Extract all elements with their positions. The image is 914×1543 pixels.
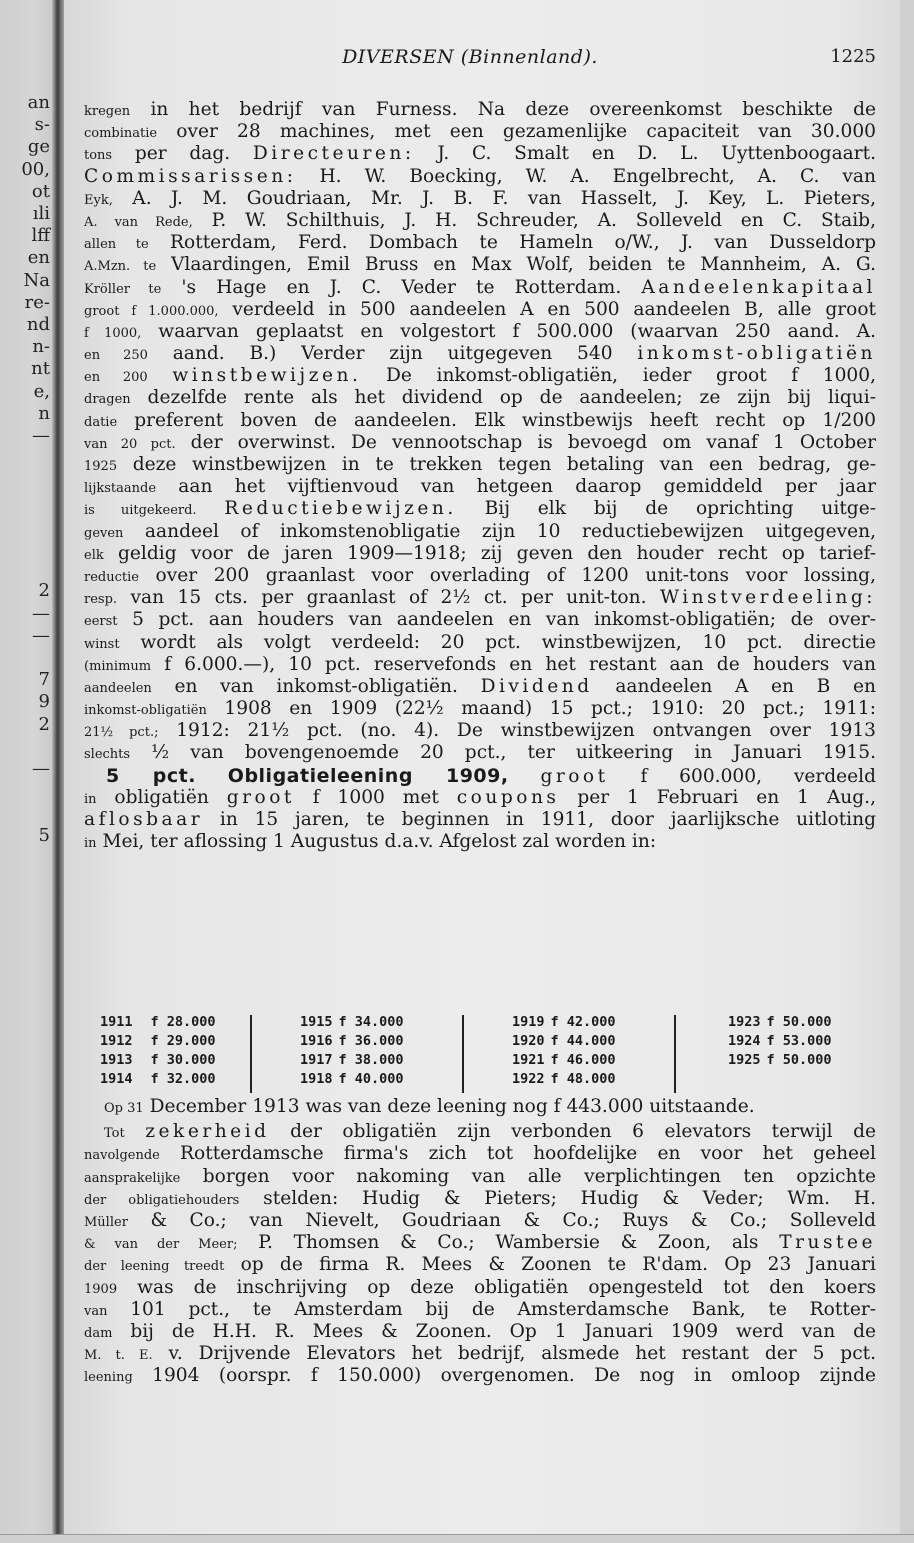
schedule-row bbox=[100, 1070, 216, 1089]
text-line bbox=[84, 787, 876, 809]
column-divider bbox=[674, 1015, 676, 1093]
text-line bbox=[84, 1276, 876, 1298]
schedule-row bbox=[100, 1032, 216, 1051]
margin-fragment: en bbox=[27, 247, 50, 269]
text-segment bbox=[148, 365, 173, 386]
schedule-amount: f 50.000 bbox=[766, 1052, 832, 1068]
text-segment: December 1913 was van deze leening nog f 443.000 uitstaande. bbox=[143, 1096, 755, 1117]
schedule-amount: f 42.000 bbox=[550, 1014, 616, 1030]
spaced-keyword: Dividend bbox=[480, 675, 593, 697]
text-line bbox=[84, 254, 876, 276]
text-segment bbox=[125, 1121, 146, 1142]
line-lead-in: winst bbox=[84, 636, 120, 652]
text-line bbox=[84, 454, 876, 476]
spaced-keyword: zekerheid bbox=[145, 1121, 270, 1143]
line-lead-in: lijkstaande bbox=[84, 481, 157, 497]
line-lead-in: Kröller te bbox=[84, 281, 162, 297]
schedule-amount: f 38.000 bbox=[338, 1052, 404, 1068]
text-line bbox=[84, 277, 876, 299]
margin-fragment: 00, bbox=[21, 158, 50, 180]
text-segment: A. J. M. Goudriaan, Mr. J. B. F. van Hasselt, J. Key, L. Pieters, bbox=[112, 187, 876, 209]
text-line bbox=[84, 1298, 876, 1320]
text-segment: in 15 jaren, te beginnen in 1911, door jaarlijksche uitloting bbox=[203, 809, 876, 830]
text-line bbox=[84, 432, 876, 454]
spaced-keyword: Trustee bbox=[779, 1232, 876, 1254]
text-line bbox=[84, 188, 876, 210]
line-lead-in: aansprakelijke bbox=[84, 1170, 181, 1186]
text-line bbox=[84, 698, 876, 720]
line-lead-in: 1925 bbox=[84, 459, 118, 474]
spaced-keyword: groot bbox=[540, 765, 609, 787]
schedule-amount: f 29.000 bbox=[150, 1033, 216, 1049]
text-segment: over 28 machines, met een gezamenlijke capaciteit van 30.000 bbox=[157, 121, 876, 143]
schedule-year: 1918 bbox=[300, 1071, 333, 1087]
text-line bbox=[84, 1231, 876, 1253]
line-lead-in: dam bbox=[84, 1325, 113, 1341]
text-segment: f 1000 met bbox=[294, 786, 457, 808]
line-lead-in: in bbox=[84, 791, 97, 807]
schedule-row bbox=[300, 1051, 404, 1070]
line-lead-in: A. van Rede, bbox=[84, 214, 193, 230]
margin-fragment: Na bbox=[23, 269, 50, 291]
text-line bbox=[84, 1095, 876, 1117]
schedule-row bbox=[300, 1032, 404, 1051]
text-segment: H. W. Boecking, W. A. Engelbrecht, A. C. van bbox=[296, 165, 876, 187]
spaced-keyword: Commissarissen: bbox=[84, 165, 297, 187]
text-line bbox=[84, 587, 876, 609]
spaced-keyword: Directeuren: bbox=[252, 143, 415, 165]
line-lead-in: 21½ pct.; bbox=[84, 725, 159, 741]
schedule-row bbox=[512, 1013, 616, 1032]
margin-fragment: 7 bbox=[38, 669, 50, 691]
text-line bbox=[84, 1320, 876, 1342]
text-line bbox=[84, 1209, 876, 1231]
margin-fragment: nd bbox=[26, 314, 50, 335]
text-segment: 1908 en 1909 (22½ maand) 15 pct.; 1910: 20 pct.; 1911: bbox=[206, 698, 876, 720]
line-lead-in: Müller bbox=[84, 1214, 128, 1230]
schedule-year: 1912 bbox=[100, 1033, 133, 1049]
text-segment: deze winstbewijzen in te trekken tegen betaling van een bedrag, ge- bbox=[117, 454, 876, 475]
schedule-row bbox=[728, 1032, 832, 1051]
schedule-column bbox=[512, 1013, 616, 1089]
schedule-column bbox=[100, 1013, 216, 1089]
margin-fragment: ot bbox=[31, 180, 50, 202]
margin-fragment: — bbox=[32, 624, 50, 646]
line-lead-in: navolgende bbox=[84, 1148, 160, 1164]
margin-fragment: 5 bbox=[38, 824, 50, 846]
line-lead-in: der leening treedt bbox=[84, 1259, 225, 1275]
margin-fragment: re- bbox=[24, 291, 50, 313]
text-segment: v. Drijvende Elevators het bedrijf, alsmede het restant der 5 pct. bbox=[152, 1343, 876, 1365]
loan-rate: 5 pct. bbox=[106, 764, 196, 787]
margin-fragment: — bbox=[32, 602, 50, 624]
line-lead-in: Eyk, bbox=[84, 192, 113, 208]
page-edge bbox=[900, 0, 914, 1543]
text-segment: per dag. bbox=[112, 143, 253, 165]
text-line bbox=[84, 321, 876, 343]
schedule-amount: f 53.000 bbox=[766, 1033, 832, 1049]
line-lead-in: datie bbox=[84, 414, 118, 430]
margin-fragment: n- bbox=[32, 336, 50, 358]
text-segment: stelden: Hudig & Pieters; Hudig & Veder; Wm. H. bbox=[239, 1187, 876, 1209]
schedule-year: 1920 bbox=[512, 1033, 545, 1049]
schedule-row bbox=[512, 1051, 616, 1070]
schedule-amount: f 50.000 bbox=[766, 1014, 832, 1030]
margin-fragment: s- bbox=[34, 114, 50, 136]
margin-fragment: ge bbox=[27, 136, 50, 158]
page-bottom-edge bbox=[0, 1534, 914, 1543]
text-line bbox=[84, 343, 876, 365]
line-lead-in: eerst bbox=[84, 614, 118, 630]
line-lead-in: kregen bbox=[84, 104, 131, 119]
text-segment: aand. B.) Verder zijn uitgegeven 540 bbox=[147, 343, 638, 365]
text-line bbox=[84, 387, 876, 409]
text-line bbox=[84, 676, 876, 698]
margin-fragment: e, bbox=[33, 380, 50, 402]
text-segment: ½ van bovengenoemde 20 pct., ter uitkeering in Januari 1915. bbox=[130, 742, 876, 764]
text-segment: Bij elk bij de oprichting uitge- bbox=[456, 498, 876, 520]
text-segment: borgen voor nakoming van alle verplichtingen ten opzichte bbox=[180, 1165, 876, 1187]
schedule-row bbox=[100, 1013, 216, 1032]
schedule-year: 1911 bbox=[100, 1014, 133, 1030]
spaced-keyword: inkomst-obligatiën bbox=[637, 343, 876, 365]
line-lead-in: inkomst-obligatiën bbox=[84, 703, 207, 719]
schedule-year: 1913 bbox=[100, 1052, 133, 1068]
line-lead-in: der obligatiehouders bbox=[84, 1192, 240, 1208]
line-lead-in: van 20 pct. bbox=[84, 436, 176, 452]
spaced-keyword: Reductiebewijzen. bbox=[224, 498, 457, 520]
text-line bbox=[84, 609, 876, 631]
text-segment: verdeeld in 500 aandeelen A en 500 aandeelen B, alle groot bbox=[218, 298, 876, 320]
text-line bbox=[84, 1342, 876, 1364]
text-segment: f 600.000, verdeeld bbox=[640, 765, 876, 787]
text-line bbox=[84, 1165, 876, 1187]
text-segment: aan het vijftienvoud van hetgeen daarop gemiddeld per jaar bbox=[156, 476, 876, 498]
margin-fragment: ıli bbox=[32, 203, 50, 224]
line-lead-in: Op 31 bbox=[104, 1101, 144, 1116]
spaced-keyword: groot bbox=[226, 786, 295, 808]
running-title: DIVERSEN (Binnenland). bbox=[342, 46, 598, 68]
text-line bbox=[84, 232, 876, 254]
line-lead-in: 1909 bbox=[84, 1281, 118, 1297]
line-lead-in: f 1000, bbox=[84, 325, 142, 341]
text-line bbox=[84, 1187, 876, 1209]
margin-fragment: 9 bbox=[38, 691, 50, 713]
schedule-amount: f 28.000 bbox=[150, 1014, 216, 1030]
line-lead-in: Tot bbox=[104, 1126, 125, 1142]
schedule-row bbox=[300, 1070, 404, 1089]
line-lead-in: & van der Meer; bbox=[84, 1237, 238, 1253]
spaced-keyword: winstbewijzen. bbox=[172, 365, 362, 387]
column-divider bbox=[250, 1015, 252, 1093]
schedule-amount: f 36.000 bbox=[338, 1033, 404, 1049]
body-text bbox=[84, 99, 876, 853]
redemption-schedule bbox=[100, 1013, 860, 1095]
body-text-continued bbox=[84, 1095, 876, 1386]
text-segment: der obligatiën zijn verbonden 6 elevators terwijl de bbox=[269, 1121, 876, 1143]
margin-fragment: 2 bbox=[38, 580, 50, 602]
line-lead-in: geven bbox=[84, 525, 124, 541]
margin-fragment: nt bbox=[31, 358, 50, 380]
schedule-row bbox=[300, 1013, 404, 1032]
schedule-year: 1923 bbox=[728, 1014, 761, 1030]
text-segment: waarvan geplaatst en volgestort f 500.000 (waarvan 250 aand. A. bbox=[141, 320, 876, 342]
schedule-year: 1922 bbox=[512, 1071, 545, 1087]
text-line bbox=[84, 742, 876, 764]
schedule-amount: f 44.000 bbox=[550, 1033, 616, 1049]
text-segment: op de firma R. Mees & Zoonen te R'dam. Op 23 Januari bbox=[224, 1254, 876, 1276]
schedule-amount: f 34.000 bbox=[338, 1014, 404, 1030]
schedule-year: 1914 bbox=[100, 1071, 133, 1087]
text-segment: & Co.; van Nievelt, Goudriaan & Co.; Ruys & Co.; Solleveld bbox=[127, 1209, 876, 1231]
margin-fragment: — bbox=[32, 425, 50, 446]
line-lead-in: in bbox=[84, 836, 97, 852]
text-segment: f 6.000.—), 10 pct. reservefonds en het restant aan de houders van bbox=[151, 653, 876, 675]
text-segment: aandeelen A en B en bbox=[592, 675, 876, 697]
text-line bbox=[84, 1120, 876, 1142]
line-lead-in: elk bbox=[84, 547, 104, 563]
text-segment: Rotterdam, Ferd. Dombach te Hameln o/W., J. van Dusseldorp bbox=[148, 232, 876, 254]
text-segment: preferent boven de aandeelen. Elk winstbewijs heeft recht op 1/200 bbox=[117, 409, 876, 431]
text-segment: 5 pct. aan houders van aandeelen en van inkomst-obligatiën; de over- bbox=[117, 609, 876, 631]
text-line bbox=[84, 1142, 876, 1164]
line-lead-in: van bbox=[84, 1303, 108, 1319]
text-segment: 's Hage en J. C. Veder te Rotterdam. bbox=[161, 276, 642, 298]
schedule-column bbox=[728, 1013, 832, 1070]
schedule-year: 1925 bbox=[728, 1052, 761, 1068]
line-lead-in: M. t. E. bbox=[84, 1348, 153, 1364]
line-lead-in: en 200 bbox=[84, 370, 148, 386]
text-segment: Mei, ter aflossing 1 Augustus d.a.v. Afgelost zal worden in: bbox=[96, 831, 657, 853]
line-lead-in: reductie bbox=[84, 569, 139, 585]
text-line bbox=[84, 654, 876, 676]
text-line bbox=[84, 476, 876, 498]
schedule-year: 1915 bbox=[300, 1014, 333, 1030]
line-lead-in: combinatie bbox=[84, 126, 158, 142]
line-lead-in: groot f 1.000.000, bbox=[84, 303, 219, 319]
schedule-row bbox=[728, 1013, 832, 1032]
text-line bbox=[84, 99, 876, 121]
text-segment: J. C. Smalt en D. L. Uyttenboogaart. bbox=[414, 143, 876, 165]
line-lead-in: allen te bbox=[84, 237, 149, 253]
line-lead-in: slechts bbox=[84, 747, 131, 763]
schedule-amount: f 40.000 bbox=[338, 1071, 404, 1087]
schedule-year: 1917 bbox=[300, 1052, 333, 1068]
page-header bbox=[64, 46, 876, 72]
line-lead-in: en 250 bbox=[84, 348, 148, 364]
schedule-row bbox=[512, 1070, 616, 1089]
text-segment: was de inschrijving op deze obligatiën opengesteld tot den koers bbox=[117, 1276, 876, 1298]
text-segment: wordt als volgt verdeeld: 20 pct. winstbewijzen, 10 pct. directie bbox=[119, 631, 876, 653]
line-lead-in: tons bbox=[84, 148, 113, 164]
text-line bbox=[84, 632, 876, 654]
text-segment: P. W. Schilthuis, J. H. Schreuder, A. Solleveld en C. Staib, bbox=[192, 209, 876, 231]
spaced-keyword: Winstverdeeling: bbox=[659, 587, 876, 609]
line-lead-in: (minimum bbox=[84, 658, 152, 674]
schedule-row bbox=[512, 1032, 616, 1051]
text-line bbox=[84, 720, 876, 742]
line-lead-in: leening bbox=[84, 1370, 133, 1386]
column-divider bbox=[462, 1015, 464, 1093]
previous-page-margin bbox=[0, 0, 56, 1543]
schedule-year: 1924 bbox=[728, 1033, 761, 1049]
margin-fragment: an bbox=[27, 92, 50, 113]
text-segment: in het bedrijf van Furness. Na deze overeenkomst beschikte de bbox=[130, 99, 876, 120]
text-segment bbox=[197, 498, 225, 519]
text-segment: Vlaardingen, Emil Bruss en Max Wolf, beiden te Mannheim, A. G. bbox=[156, 254, 876, 276]
text-segment: De inkomst-obligatiën, ieder groot f 1000, bbox=[361, 365, 876, 387]
text-line bbox=[84, 166, 876, 188]
text-line bbox=[84, 121, 876, 143]
text-segment: P. Thomsen & Co.; Wambersie & Zoon, als bbox=[237, 1232, 780, 1254]
text-line bbox=[84, 365, 876, 387]
margin-fragment: n bbox=[38, 402, 50, 424]
text-segment: bij de H.H. R. Mees & Zoonen. Op 1 Januari 1909 werd van de bbox=[112, 1320, 876, 1342]
schedule-row bbox=[100, 1051, 216, 1070]
text-segment: per 1 Februari en 1 Aug., bbox=[559, 786, 876, 808]
schedule-row bbox=[728, 1051, 832, 1070]
text-segment: geldig voor de jaren 1909—1918; zij geven den houder recht op tarief- bbox=[103, 542, 876, 564]
line-lead-in: aandeelen bbox=[84, 680, 152, 696]
text-line bbox=[84, 210, 876, 232]
text-segment: 101 pct., te Amsterdam bij de Amsterdamsche Bank, te Rotter- bbox=[107, 1298, 876, 1320]
text-line bbox=[84, 299, 876, 321]
schedule-year: 1921 bbox=[512, 1052, 545, 1068]
text-segment: obligatiën bbox=[96, 786, 227, 808]
line-lead-in: is uitgekeerd. bbox=[84, 503, 197, 519]
text-segment: en van inkomst-obligatiën. bbox=[151, 675, 481, 697]
schedule-amount: f 46.000 bbox=[550, 1052, 616, 1068]
text-segment: aandeel of inkomstenobligatie zijn 10 reductiebewijzen uitgegeven, bbox=[123, 520, 876, 542]
text-line bbox=[84, 410, 876, 432]
text-line bbox=[84, 831, 876, 853]
text-line bbox=[84, 498, 876, 520]
text-segment: der overwinst. De vennootschap is bevoegd om vanaf 1 October bbox=[175, 431, 876, 453]
loan-heading bbox=[84, 765, 876, 787]
spaced-keyword: coupons bbox=[456, 786, 560, 808]
schedule-year: 1916 bbox=[300, 1033, 333, 1049]
text-segment: dezelfde rente als het dividend op de aandeelen; ze zijn bij liqui- bbox=[130, 387, 876, 409]
spaced-keyword: aflosbaar bbox=[84, 809, 204, 830]
text-segment: Rotterdamsche firma's zich tot hoofdelijke en voor het geheel bbox=[159, 1143, 876, 1165]
margin-fragment: — bbox=[32, 758, 50, 779]
text-line bbox=[84, 543, 876, 565]
text-segment: 1904 (oorspr. f 150.000) overgenomen. De nog in omloop zijnde bbox=[132, 1365, 876, 1387]
loan-title: Obligatieleening 1909, bbox=[227, 764, 509, 787]
text-line bbox=[84, 809, 876, 831]
spaced-keyword: Aandeelenkapitaal bbox=[641, 276, 876, 298]
line-lead-in: A.Mzn. te bbox=[84, 259, 157, 275]
schedule-year: 1919 bbox=[512, 1014, 545, 1030]
text-segment: 1912: 21½ pct. (no. 4). De winstbewijzen ontvangen over 1913 bbox=[158, 720, 876, 742]
margin-fragment: lff bbox=[31, 225, 50, 247]
schedule-amount: f 30.000 bbox=[150, 1052, 216, 1068]
schedule-column bbox=[300, 1013, 404, 1089]
text-segment: van 15 cts. per graanlast of 2½ ct. per unit-ton. bbox=[117, 587, 660, 609]
text-segment: over 200 graanlast voor overlading of 1200 unit-tons voor lossing, bbox=[138, 564, 876, 586]
line-lead-in: dragen bbox=[84, 392, 131, 408]
text-line bbox=[84, 1364, 876, 1386]
text-line bbox=[84, 521, 876, 543]
margin-fragment: 2 bbox=[38, 713, 50, 735]
schedule-amount: f 48.000 bbox=[550, 1071, 616, 1087]
page-number: 1225 bbox=[830, 46, 876, 67]
text-line bbox=[84, 1253, 876, 1275]
text-line bbox=[84, 143, 876, 165]
text-line bbox=[84, 565, 876, 587]
schedule-amount: f 32.000 bbox=[150, 1071, 216, 1087]
line-lead-in: resp. bbox=[84, 592, 118, 608]
